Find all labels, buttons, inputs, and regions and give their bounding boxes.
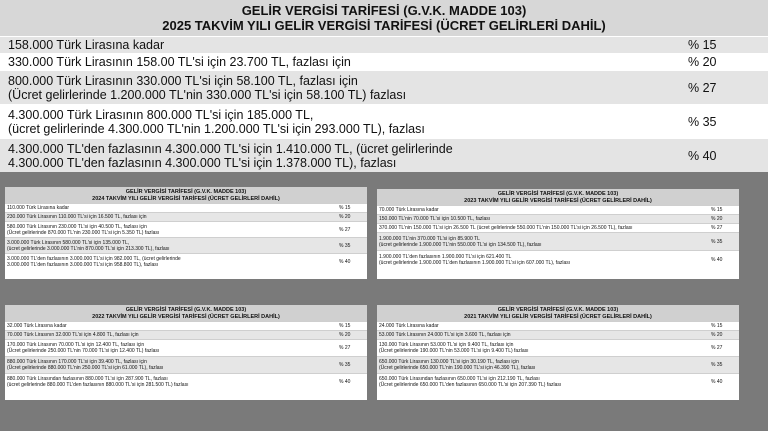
- bracket-text: 130.000 Türk Lirasının 53.000 TL'si için 9.400 TL, fazlası için (Ücret gelirlerinde 190.000 TL'nin 53.000 TL'si için 9.400 TL) fazlası: [379, 342, 529, 354]
- table-row: [5, 373, 367, 390]
- table-row: [377, 339, 739, 356]
- bracket-text: 3.000.000 TL'den fazlasının 3.000.000 TL'si için 982.000 TL, (ücret gelirlerinde 3.000.000 TL'den fazlasının 3.000.000 TL'si için 958.800 TL), fazlası: [7, 255, 181, 268]
- table-subtitle: 2021 TAKVİM YILI GELİR VERGİSİ TARİFESİ (ÜCRET GELİRLERİ DAHİL): [464, 313, 652, 320]
- bracket-text: 650.000 Türk Lirasından fazlasının 650.000 TL'si için 212.190 TL, fazlası (Ücret gelirlerinde 650.000 TL'den fazlasının 650.000 TL'si için 207.390 TL) fazlası: [379, 376, 562, 388]
- table-subtitle: 2025 TAKVİM YILI GELİR VERGİSİ TARİFESİ (ÜCRET GELİRLERİ DAHİL): [162, 18, 606, 33]
- table-row: [5, 330, 367, 339]
- bracket-rate: % 40: [339, 379, 351, 385]
- table-row: [0, 138, 768, 172]
- bracket-text: 230.000 Türk Lirasının 110.000 TL'si için 16.500 TL, fazlası için: [7, 214, 147, 220]
- bracket-text: 24.000 Türk Lirasına kadar: [379, 323, 439, 329]
- bracket-rate: % 27: [688, 80, 717, 95]
- table-title: GELİR VERGİSİ TARİFESİ (G.V.K. MADDE 103): [497, 307, 619, 313]
- bracket-text: 4.300.000 Türk Lirasının 800.000 TL'si için 185.000 TL, (ücret gelirlerinde 4.300.000 TL'nin 1.200.000 TL'si için 293.000 TL), fazlası: [8, 107, 425, 136]
- bracket-text: 1.900.000 TL'den fazlasının 1.900.000 TL'si için 621.400 TL (ücret gelirlerinde 1.900.000 TL'den fazlasının 1.900.000 TL'si için 607.000 TL), fazlası: [379, 253, 571, 266]
- bracket-text: 650.000 Türk Lirasının 130.000 TL'si için 30.190 TL, fazlası için (Ücret gelirlerinde 650.000 TL'nin 190.000 TL'si için 46.390 TL), fazlası: [379, 359, 536, 371]
- table-header: [377, 189, 739, 205]
- table-row: [377, 223, 739, 232]
- table-row: [377, 250, 739, 268]
- table-header: [5, 305, 367, 321]
- bracket-text: 800.000 Türk Lirasının 330.000 TL'si için 58.100 TL, fazlası için (Ücret gelirlerinde 1.200.000 TL'nin 330.000 TL'si için 58.100 TL) fazlası: [8, 73, 407, 102]
- bracket-text: 880.000 Türk Lirasının 170.000 TL'si için 39.400 TL, fazlası için (Ücret gelirlerinde 880.000 TL'nin 250.000 TL'si için 61.000 TL), fazlası: [7, 359, 164, 371]
- table-header: [0, 0, 768, 36]
- bracket-rate: % 27: [339, 345, 351, 351]
- bracket-rate: % 35: [339, 362, 351, 368]
- bracket-rate: % 35: [711, 238, 723, 245]
- bracket-rate: % 15: [339, 323, 351, 329]
- bracket-rate: % 40: [339, 258, 351, 265]
- bracket-rate: % 15: [688, 38, 717, 52]
- table-row: [377, 356, 739, 373]
- bracket-rate: % 15: [711, 207, 723, 213]
- bracket-text: 158.000 Türk Lirasına kadar: [8, 38, 165, 52]
- bracket-text: 170.000 Türk Lirasının 70.000 TL'si için 12.400 TL, fazlası için (Ücret gelirlerinde 250.000 TL'nin 70.000 TL'si için 12.400 TL) fazlası: [7, 342, 160, 354]
- bracket-text: 580.000 Türk Lirasının 230.000 TL'si için 40.500 TL, fazlası için (Ücret gelirlerinde 870.000 TL'nin 230.000 TL'si için 5.350 TL) fazlası: [7, 223, 160, 236]
- bracket-rate: % 35: [711, 362, 723, 368]
- table-subtitle: 2023 TAKVİM YILI GELİR VERGİSİ TARİFESİ (ÜCRET GELİRLERİ DAHİL): [464, 197, 652, 204]
- table-row: [5, 212, 367, 221]
- table-row: [377, 373, 739, 390]
- bracket-rate: % 15: [339, 205, 351, 211]
- bracket-text: 150.000 TL'nin 70.000 TL'si için 10.500 TL, fazlası: [379, 216, 491, 222]
- tax-table-2021: [377, 305, 739, 400]
- table-title: GELİR VERGİSİ TARİFESİ (G.V.K. MADDE 103): [125, 189, 247, 195]
- table-header: [377, 305, 739, 321]
- bracket-text: 880.000 Türk Lirasından fazlasının 880.000 TL'si için 287.900 TL, fazlası (ücret gelirlerinde 880.000 TL'den fazlasının 880.000 TL'si için 281.500 TL) fazlası: [7, 376, 189, 388]
- bracket-rate: % 27: [339, 226, 351, 233]
- table-row: [5, 221, 367, 237]
- bracket-rate: % 35: [688, 114, 717, 129]
- bracket-text: 70.000 Türk Lirasına kadar: [379, 207, 439, 213]
- bracket-rate: % 20: [339, 214, 351, 220]
- table-row: [0, 104, 768, 138]
- bracket-text: 370.000 TL'nin 150.000 TL'si için 26.500 TL (ücret gelirlerinde 550.000 TL'nin 150.000 TL'si için 26.500 TL), fazlası: [379, 225, 633, 231]
- table-row: [377, 321, 739, 330]
- table-row: [5, 321, 367, 330]
- table-row: [377, 232, 739, 250]
- table-title: GELİR VERGİSİ TARİFESİ (G.V.K. MADDE 103): [497, 191, 619, 197]
- bracket-rate: % 27: [711, 225, 723, 231]
- bracket-text: 330.000 Türk Lirasının 158.00 TL'si için 23.700 TL, fazlası için: [8, 55, 351, 69]
- table-title: GELİR VERGİSİ TARİFESİ (G.V.K. MADDE 103): [241, 3, 527, 18]
- tax-table-2025: [0, 0, 768, 172]
- table-row: [0, 53, 768, 70]
- bracket-rate: % 40: [688, 148, 717, 163]
- table-row: [377, 205, 739, 214]
- table-row: [5, 356, 367, 373]
- table-row: [0, 70, 768, 104]
- bracket-text: 32.000 Türk Lirasına kadar: [7, 323, 67, 329]
- bracket-text: 53.000 Türk Lirasının 24.000 TL'si için 3.600 TL, fazlası için: [379, 332, 511, 338]
- bracket-rate: % 20: [711, 216, 723, 222]
- bracket-rate: % 40: [711, 379, 723, 385]
- bracket-rate: % 20: [688, 55, 717, 69]
- table-row: [5, 237, 367, 253]
- bracket-rate: % 35: [339, 242, 351, 249]
- bracket-rate: % 40: [711, 256, 723, 263]
- table-row: [377, 214, 739, 223]
- bracket-text: 70.000 Türk Lirasının 32.000 TL'si için 4.800 TL, fazlası için: [7, 332, 139, 338]
- bracket-rate: % 20: [711, 332, 723, 338]
- table-title: GELİR VERGİSİ TARİFESİ (G.V.K. MADDE 103): [125, 307, 247, 313]
- bracket-rate: % 27: [711, 345, 723, 351]
- table-header: [5, 187, 367, 203]
- tax-table-2022: [5, 305, 367, 400]
- table-row: [0, 36, 768, 53]
- table-subtitle: 2024 TAKVİM YILI GELİR VERGİSİ TARİFESİ (ÜCRET GELİRLERİ DAHİL): [92, 195, 280, 202]
- tax-table-2024: [5, 187, 367, 279]
- tax-table-2023: [377, 189, 739, 279]
- bracket-rate: % 15: [711, 323, 723, 329]
- bracket-text: 4.300.000 TL'den fazlasının 4.300.000 TL'si için 1.410.000 TL, (ücret gelirlerinde 4.300.000 TL'den fazlasının 4.300.000 TL'si için 1.378.000 TL), fazlası: [8, 141, 453, 170]
- table-row: [5, 253, 367, 269]
- table-row: [5, 339, 367, 356]
- bracket-rate: % 20: [339, 332, 351, 338]
- table-subtitle: 2022 TAKVİM YILI GELİR VERGİSİ TARİFESİ (ÜCRET GELİRLERİ DAHİL): [92, 313, 280, 320]
- bracket-text: 110.000 Türk Lirasına kadar: [7, 205, 70, 211]
- bracket-text: 1.900.000 TL'nin 370.000 TL'si için 85.900 TL (ücret gelirlerinde 1.900.000 TL'nin 550.000 TL'si için 134.500 TL), fazlası: [379, 235, 542, 248]
- table-row: [5, 203, 367, 212]
- bracket-text: 3.000.000 Türk Lirasının 580.000 TL'si için 135.000 TL, (ücret gelirlerinde 3.000.000 TL'nin 870.000 TL'si için 213.300 TL), fazlası: [7, 239, 170, 252]
- table-row: [377, 330, 739, 339]
